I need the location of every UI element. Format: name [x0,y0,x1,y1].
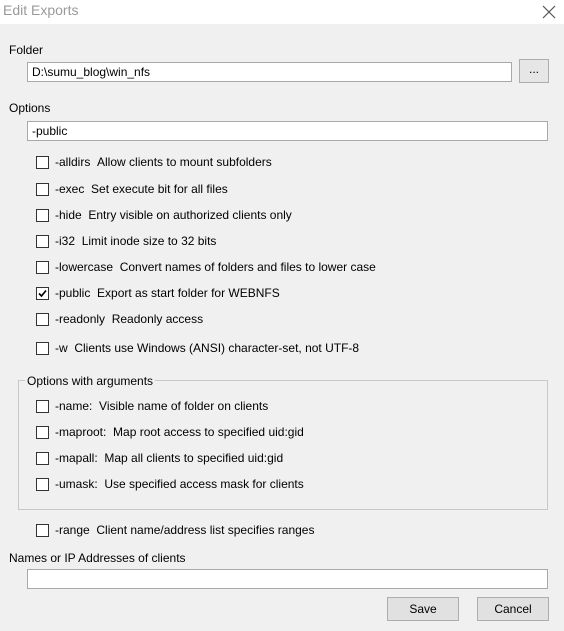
options-input[interactable]: -public [27,121,548,141]
checkbox-row-umask[interactable] [36,476,304,492]
options-with-arguments-label: Options with arguments [27,374,154,388]
folder-label: Folder [9,43,44,57]
checkbox-label [55,155,272,169]
option-flag: -i32 [55,234,76,248]
option-desc: Clients use Windows (ANSI) character-set, not UTF-8 [74,341,360,355]
browse-button[interactable]: ... [519,59,549,83]
arg-option-checkbox[interactable] [36,426,49,439]
option-checkbox[interactable] [36,313,49,326]
cancel-button[interactable]: Cancel [477,597,549,621]
checkbox-row-maproot[interactable] [36,424,304,440]
checkbox-label [55,451,283,465]
option-desc: Export as start folder for WEBNFS [97,286,280,300]
close-icon[interactable] [540,3,558,21]
option-checkbox[interactable] [36,235,49,248]
folder-input[interactable]: D:\sumu_blog\win_nfs [27,62,512,82]
option-desc: Use specified access mask for clients [104,477,304,491]
checkbox-label [55,477,304,491]
checkbox-row-name[interactable] [36,398,268,414]
option-checkbox[interactable] [36,156,49,169]
checkbox-row-readonly[interactable] [36,311,203,327]
option-checkbox[interactable] [36,209,49,222]
checkbox-label [55,341,359,355]
clients-label: Names or IP Addresses of clients [9,551,186,565]
checkbox-label [55,208,292,222]
option-desc: Visible name of folder on clients [99,399,269,413]
options-label: Options [9,101,51,115]
checkbox-row-public[interactable] [36,285,280,301]
checkbox-label [55,523,314,537]
checkbox-row-exec[interactable] [36,181,228,197]
option-flag: -readonly [55,312,106,326]
option-checkbox[interactable] [36,287,49,300]
title-bar [0,0,564,24]
checkbox-row-i32[interactable] [36,233,216,249]
checkbox-row-mapall[interactable] [36,450,283,466]
option-desc: Entry visible on authorized clients only [88,208,292,222]
checkbox-row-range[interactable] [36,522,314,538]
checkbox-row-w[interactable] [36,340,359,356]
save-button[interactable]: Save [387,597,459,621]
option-flag: -name: [55,399,93,413]
option-checkbox[interactable] [36,261,49,274]
clients-input[interactable] [27,569,548,589]
option-checkbox[interactable] [36,342,49,355]
option-desc: Limit inode size to 32 bits [81,234,217,248]
option-desc: Map all clients to specified uid:gid [104,451,284,465]
arg-option-checkbox[interactable] [36,478,49,491]
option-flag: -w [55,341,68,355]
checkbox-label [55,286,280,300]
arg-option-checkbox[interactable] [36,452,49,465]
checkbox-label [55,312,203,326]
option-desc: Allow clients to mount subfolders [97,155,272,169]
option-desc: Convert names of folders and files to lower case [119,260,376,274]
checkbox-label [55,399,268,413]
checkbox-row-lowercase[interactable] [36,259,376,275]
arg-option-checkbox[interactable] [36,400,49,413]
checkbox-row-hide[interactable] [36,207,292,223]
checkbox-label [55,182,228,196]
option-flag: -exec [55,182,85,196]
option-flag: -range [55,523,90,537]
option-desc: Set execute bit for all files [91,182,228,196]
checkbox-label [55,234,216,248]
option-desc: Readonly access [111,312,204,326]
option-checkbox[interactable] [36,183,49,196]
range-checkbox[interactable] [36,524,49,537]
checkbox-label [55,260,376,274]
checkbox-label [55,425,304,439]
option-flag: -public [55,286,91,300]
window-title: Edit Exports [3,2,79,18]
option-flag: -lowercase [55,260,114,274]
option-flag: -hide [55,208,82,222]
checkmark-icon [37,288,48,299]
option-desc: Map root access to specified uid:gid [113,425,304,439]
option-flag: -maproot: [55,425,107,439]
checkbox-row-alldirs[interactable] [36,154,272,170]
option-desc: Client name/address list specifies ranges [96,523,315,537]
option-flag: -mapall: [55,451,98,465]
option-flag: -umask: [55,477,98,491]
option-flag: -alldirs [55,155,91,169]
